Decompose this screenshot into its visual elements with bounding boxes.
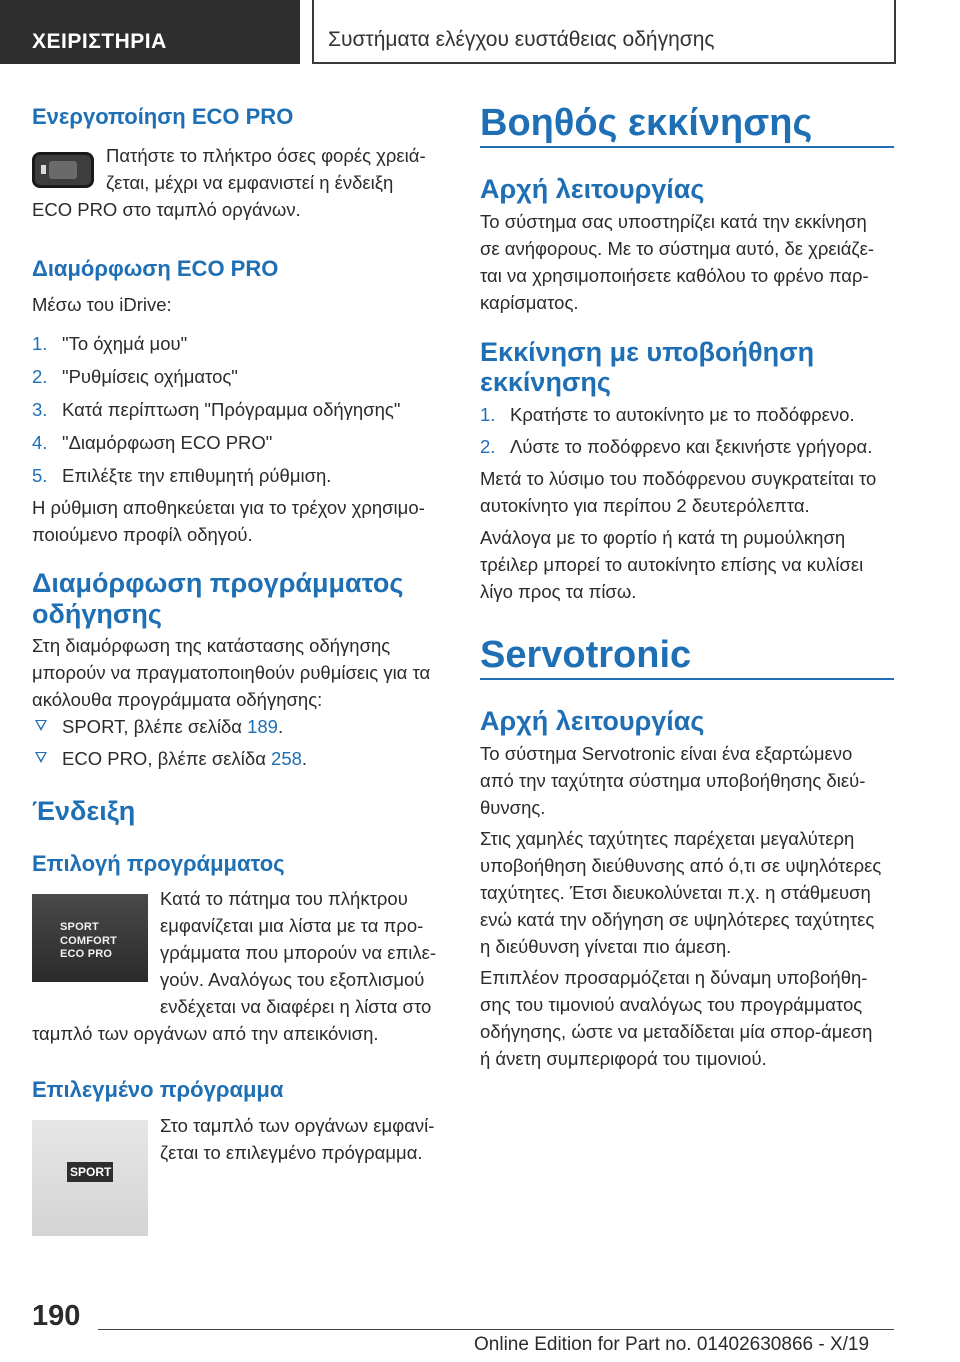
eco-pro-button-image [32,152,94,188]
selected-program-image [32,1120,148,1236]
page-number: 190 [32,1300,81,1332]
start-principle-line-4: καρίσματος. [480,292,579,313]
step-number: 1. [32,333,48,354]
servo-p1-line-2: από την ταχύτητα σύστημα υποβοήθησης διεύ- [480,770,866,791]
program-list-image [32,894,148,982]
servo-p3-line-2: σης του τιμονιού αναλόγως του προγράμματος [480,994,863,1015]
selection-line-4: γούν. Αναλόγως του εξοπλισμού [160,969,425,990]
button-led-icon [41,165,46,174]
eco-config-note-1: Η ρύθμιση αποθηκεύεται για το τρέχον χρησιμο- [32,497,425,518]
step-text: Κρατήστε το αυτοκίνητο με το ποδόφρενο. [510,404,855,425]
bullet-triangle-icon [35,720,47,731]
servo-p2-line-2: υποβοήθηση διεύθυνσης από ό,τι σε υψηλότερες [480,855,882,876]
start-assist-principle-title: Αρχή λειτουργίας [480,174,705,204]
selection-line-1: Κατά το πάτημα του πλήκτρου [160,888,408,909]
menu-item-sport: SPORT [60,921,99,933]
selection-line-5: ενδέχεται να διαφέρει η λίστα στο [160,996,432,1017]
page-link-189[interactable]: 189 [247,716,278,737]
header-chapter-label: Συστήματα ελέγχου ευστάθειας οδήγησης [328,28,715,51]
bullet-text: SPORT, βλέπε σελίδα [62,716,248,737]
step-number: 2. [32,366,48,387]
step-text: "Το όχημά μου" [62,333,188,354]
servo-p2-line-1: Στις χαμηλές ταχύτητες παρέχεται μεγαλύτερη [480,828,855,849]
menu-item-comfort: COMFORT [60,935,118,947]
step-text: Λύστε το ποδόφρενο και ξεκινήστε γρήγορα. [510,436,873,457]
load-line-2: τρέιλερ μπορεί το αυτοκίνητο επίσης να κυλίσει [480,554,864,575]
start-assist-title: Βοηθός εκκίνησης [480,102,813,144]
start-principle-line-1: Το σύστημα σας υποστηρίζει κατά την εκκίνηση [480,211,867,232]
after-release-line-2: αυτοκίνητο για περίπου 2 δευτερόλεπτα. [480,495,810,516]
servo-p3-line-1: Επιπλέον προσαρμόζεται η δύναμη υποβοήθη- [480,967,868,988]
step-number: 1. [480,404,496,425]
step-text: "Ρυθμίσεις οχήματος" [62,366,238,387]
servo-p3-line-3: οδήγησης, ώστε να μεταδίδεται μία σπορ-άμεση [480,1021,873,1042]
servo-p1-line-1: Το σύστημα Servotronic είναι ένα εξαρτώμενο [480,743,853,764]
selected-line-2: ζεται το επιλεγμένο πρόγραμμα. [160,1142,423,1163]
program-config-line-1: Στη διαμόρφωση της κατάστασης οδήγησης [32,635,391,656]
selected-line-1: Στο ταμπλό των οργάνων εμφανί- [160,1115,435,1136]
step-number: 4. [32,432,48,453]
load-line-3: λίγο προς τα πίσω. [480,581,637,602]
servotronic-principle-title: Αρχή λειτουργίας [480,706,705,736]
eco-activation-line-3: ECO PRO στο ταμπλό οργάνων. [32,199,301,220]
eco-activation-title: Ενεργοποίηση ECO PRO [32,104,294,129]
program-config-line-3: ακόλουθα προγράμματα οδήγησης: [32,689,323,710]
step-text: Επιλέξτε την επιθυμητή ρύθμιση. [62,465,332,486]
step-text: Κατά περίπτωση "Πρόγραμμα οδήγησης" [62,399,401,420]
eco-config-title: Διαμόρφωση ECO PRO [32,256,279,281]
load-line-1: Ανάλογα με το φορτίο ή κατά τη ρυμούλκηση [480,527,846,548]
header-section-label: ΧΕΙΡΙΣΤΗΡΙΑ [32,30,167,53]
servotronic-rule [480,678,894,680]
step-number: 2. [480,436,496,457]
edition-note: Online Edition for Part no. 01402630866 - X/19 [474,1334,870,1355]
eco-activation-line-1: Πατήστε το πλήκτρο όσες φορές χρειά- [106,145,426,166]
header-section [0,0,300,64]
servotronic-title: Servotronic [480,634,692,676]
eco-activation-line-2: ζεται, μέχρι να εμφανιστεί η ένδειξη [106,172,394,193]
selection-line-2: εμφανίζεται μια λίστα με τα προ- [160,915,424,936]
start-principle-line-3: ται να χρησιμοποιήσετε καθόλου το φρένο παρ- [480,265,869,286]
start-principle-line-2: σε ανήφορους. Με το σύστημα αυτό, δε χρειάζε- [480,238,874,259]
selected-program-title: Επιλεγμένο πρόγραμμα [32,1077,284,1102]
sport-badge: SPORT [67,1162,113,1182]
program-selection-title: Επιλογή προγράμματος [32,851,285,876]
after-release-line-1: Μετά το λύσιμο του ποδόφρενου συγκρατείται το [480,468,877,489]
display-title: Ένδειξη [32,796,136,826]
selection-line-6: ταμπλό των οργάνων από την απεικόνιση. [32,1023,379,1044]
servo-p2-line-5: η διεύθυνση γίνεται πιο άμεση. [480,936,732,957]
selection-line-3: γράμματα που μπορούν να επιλε- [160,942,437,963]
step-text: "Διαμόρφωση ECO PRO" [62,432,273,453]
start-assist-rule [480,146,894,148]
header-chapter [312,0,896,64]
eco-config-note-2: ποιούμενο προφίλ οδηγού. [32,524,253,545]
servo-p2-line-4: ενώ κατά την οδήγηση σε υψηλότερες ταχύτητες [480,909,875,930]
page-link-258[interactable]: 258 [271,748,302,769]
footer-rule [98,1329,894,1330]
button-face [49,161,77,179]
step-number: 3. [32,399,48,420]
program-config-title-2: οδήγησης [32,599,162,629]
bullet-triangle-icon [35,752,47,763]
program-config-title-1: Διαμόρφωση προγράμματος [32,568,404,598]
program-config-line-2: μπορούν να πραγματοποιηθούν ρυθμίσεις για τα [32,662,431,683]
servo-p2-line-3: ταχύτητες. Έτσι διευκολύνεται π.χ. η στάθμευση [480,882,871,903]
eco-config-intro: Μέσω του iDrive: [32,294,172,315]
servo-p3-line-4: ή άνετη συμπεριφορά του τιμονιού. [480,1048,767,1069]
step-number: 5. [32,465,48,486]
assist-start-title-1: Εκκίνηση με υποβοήθηση [480,337,815,367]
bullet-text: ECO PRO, βλέπε σελίδα [62,748,272,769]
servo-p1-line-3: θυνσης. [480,797,546,818]
assist-start-title-2: εκκίνησης [480,367,611,397]
menu-item-eco-pro: ECO PRO [60,948,113,960]
